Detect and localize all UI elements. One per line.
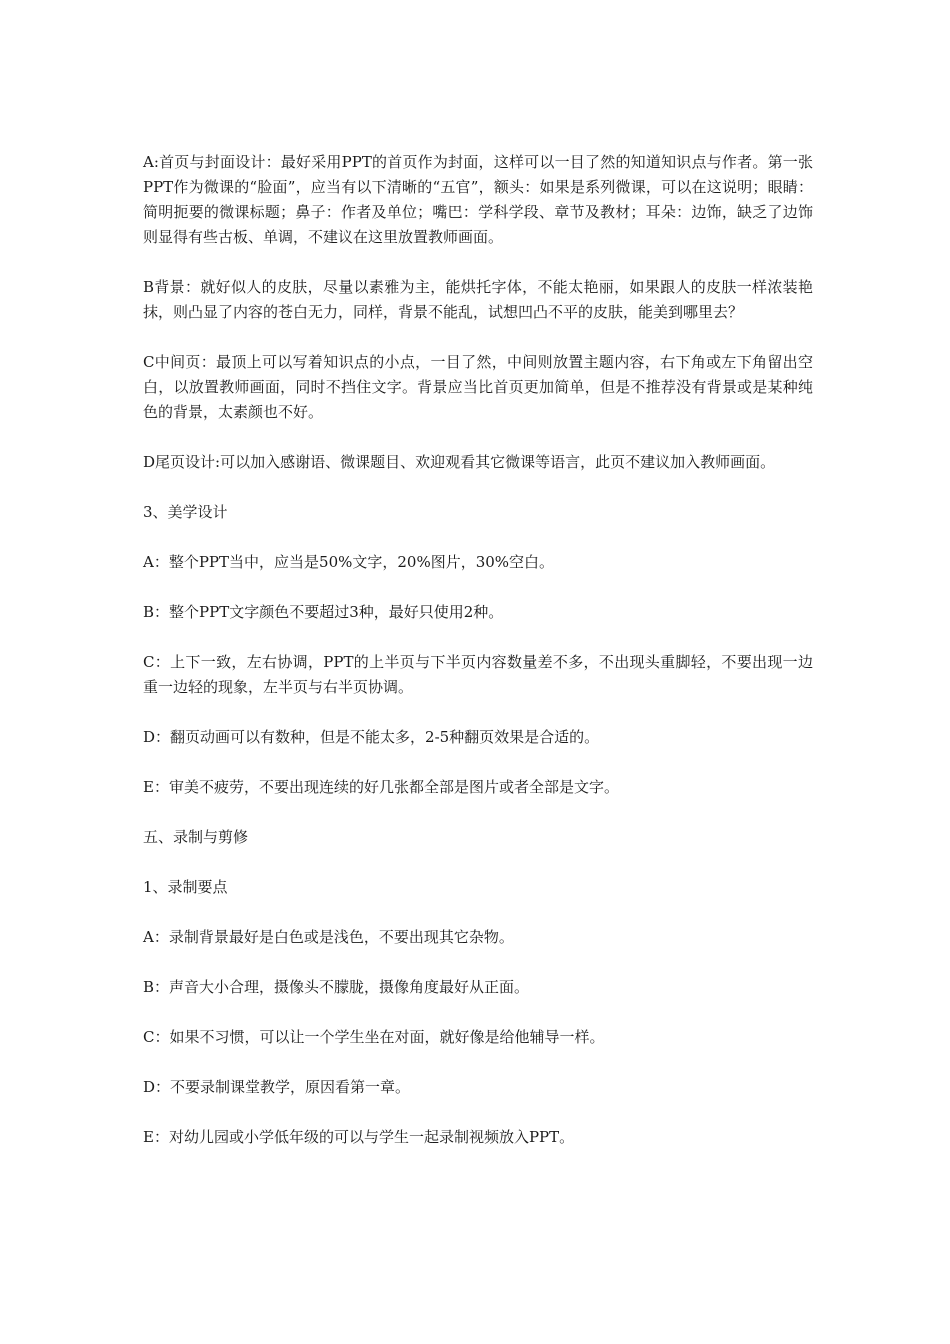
paragraph-recording-d: D：不要录制课堂教学，原因看第一章。	[143, 1078, 411, 1096]
paragraph-aesthetic-e: E：审美不疲劳，不要出现连续的好几张都全部是图片或者全部是文字。	[143, 778, 619, 796]
paragraph-middle-page: C中间页：最顶上可以写着知识点的小点，一目了然，中间则放置主题内容，右下角或左下角留出空白，以放置教师画面，同时不挡住文字。背景应当比首页更加简单，但是不推荐没有背景或是某种纯色的背景，太素颜也不好。	[143, 353, 813, 421]
section-heading-recording-points: 1、录制要点	[143, 878, 228, 896]
chapter-heading-recording: 五、录制与剪修	[143, 828, 249, 846]
section-heading-aesthetic: 3、美学设计	[143, 503, 228, 521]
paragraph-cover-design: A:首页与封面设计：最好采用PPT的首页作为封面，这样可以一目了然的知道知识点与作者。第一张PPT作为微课的“脸面”，应当有以下清晰的“五官”，额头：如果是系列微课，可以在这说明；眼睛：简明扼要的微课标题；鼻子：作者及单位；嘴巴：学科学段、章节及教材；耳朵：边饰，缺乏了边饰则显得有些古板、单调，不建议在这里放置教师画面。	[143, 153, 813, 246]
paragraph-recording-e: E：对幼儿园或小学低年级的可以与学生一起录制视频放入PPT。	[143, 1128, 575, 1146]
paragraph-recording-b: B：声音大小合理，摄像头不朦胧，摄像角度最好从正面。	[143, 978, 530, 996]
paragraph-aesthetic-c: C：上下一致，左右协调，PPT的上半页与下半页内容数量差不多，不出现头重脚轻，不要出现一边重一边轻的现象，左半页与右半页协调。	[143, 653, 813, 696]
paragraph-aesthetic-b: B：整个PPT文字颜色不要超过3种，最好只使用2种。	[143, 603, 504, 621]
paragraph-recording-c: C：如果不习惯，可以让一个学生坐在对面，就好像是给他辅导一样。	[143, 1028, 605, 1046]
paragraph-background: B背景：就好似人的皮肤，尽量以素雅为主，能烘托字体，不能太艳丽，如果跟人的皮肤一样浓装艳抹，则凸显了内容的苍白无力，同样，背景不能乱，试想凹凸不平的皮肤，能美到哪里去？	[143, 278, 813, 321]
paragraph-aesthetic-a: A：整个PPT当中，应当是50%文字，20%图片，30%空白。	[143, 553, 555, 571]
document-body	[143, 150, 813, 1175]
paragraph-end-page: D尾页设计:可以加入感谢语、微课题目、欢迎观看其它微课等语言，此页不建议加入教师画面。	[143, 453, 776, 471]
paragraph-recording-a: A：录制背景最好是白色或是浅色，不要出现其它杂物。	[143, 928, 514, 946]
paragraph-aesthetic-d: D：翻页动画可以有数种，但是不能太多，2-5种翻页效果是合适的。	[143, 728, 600, 746]
